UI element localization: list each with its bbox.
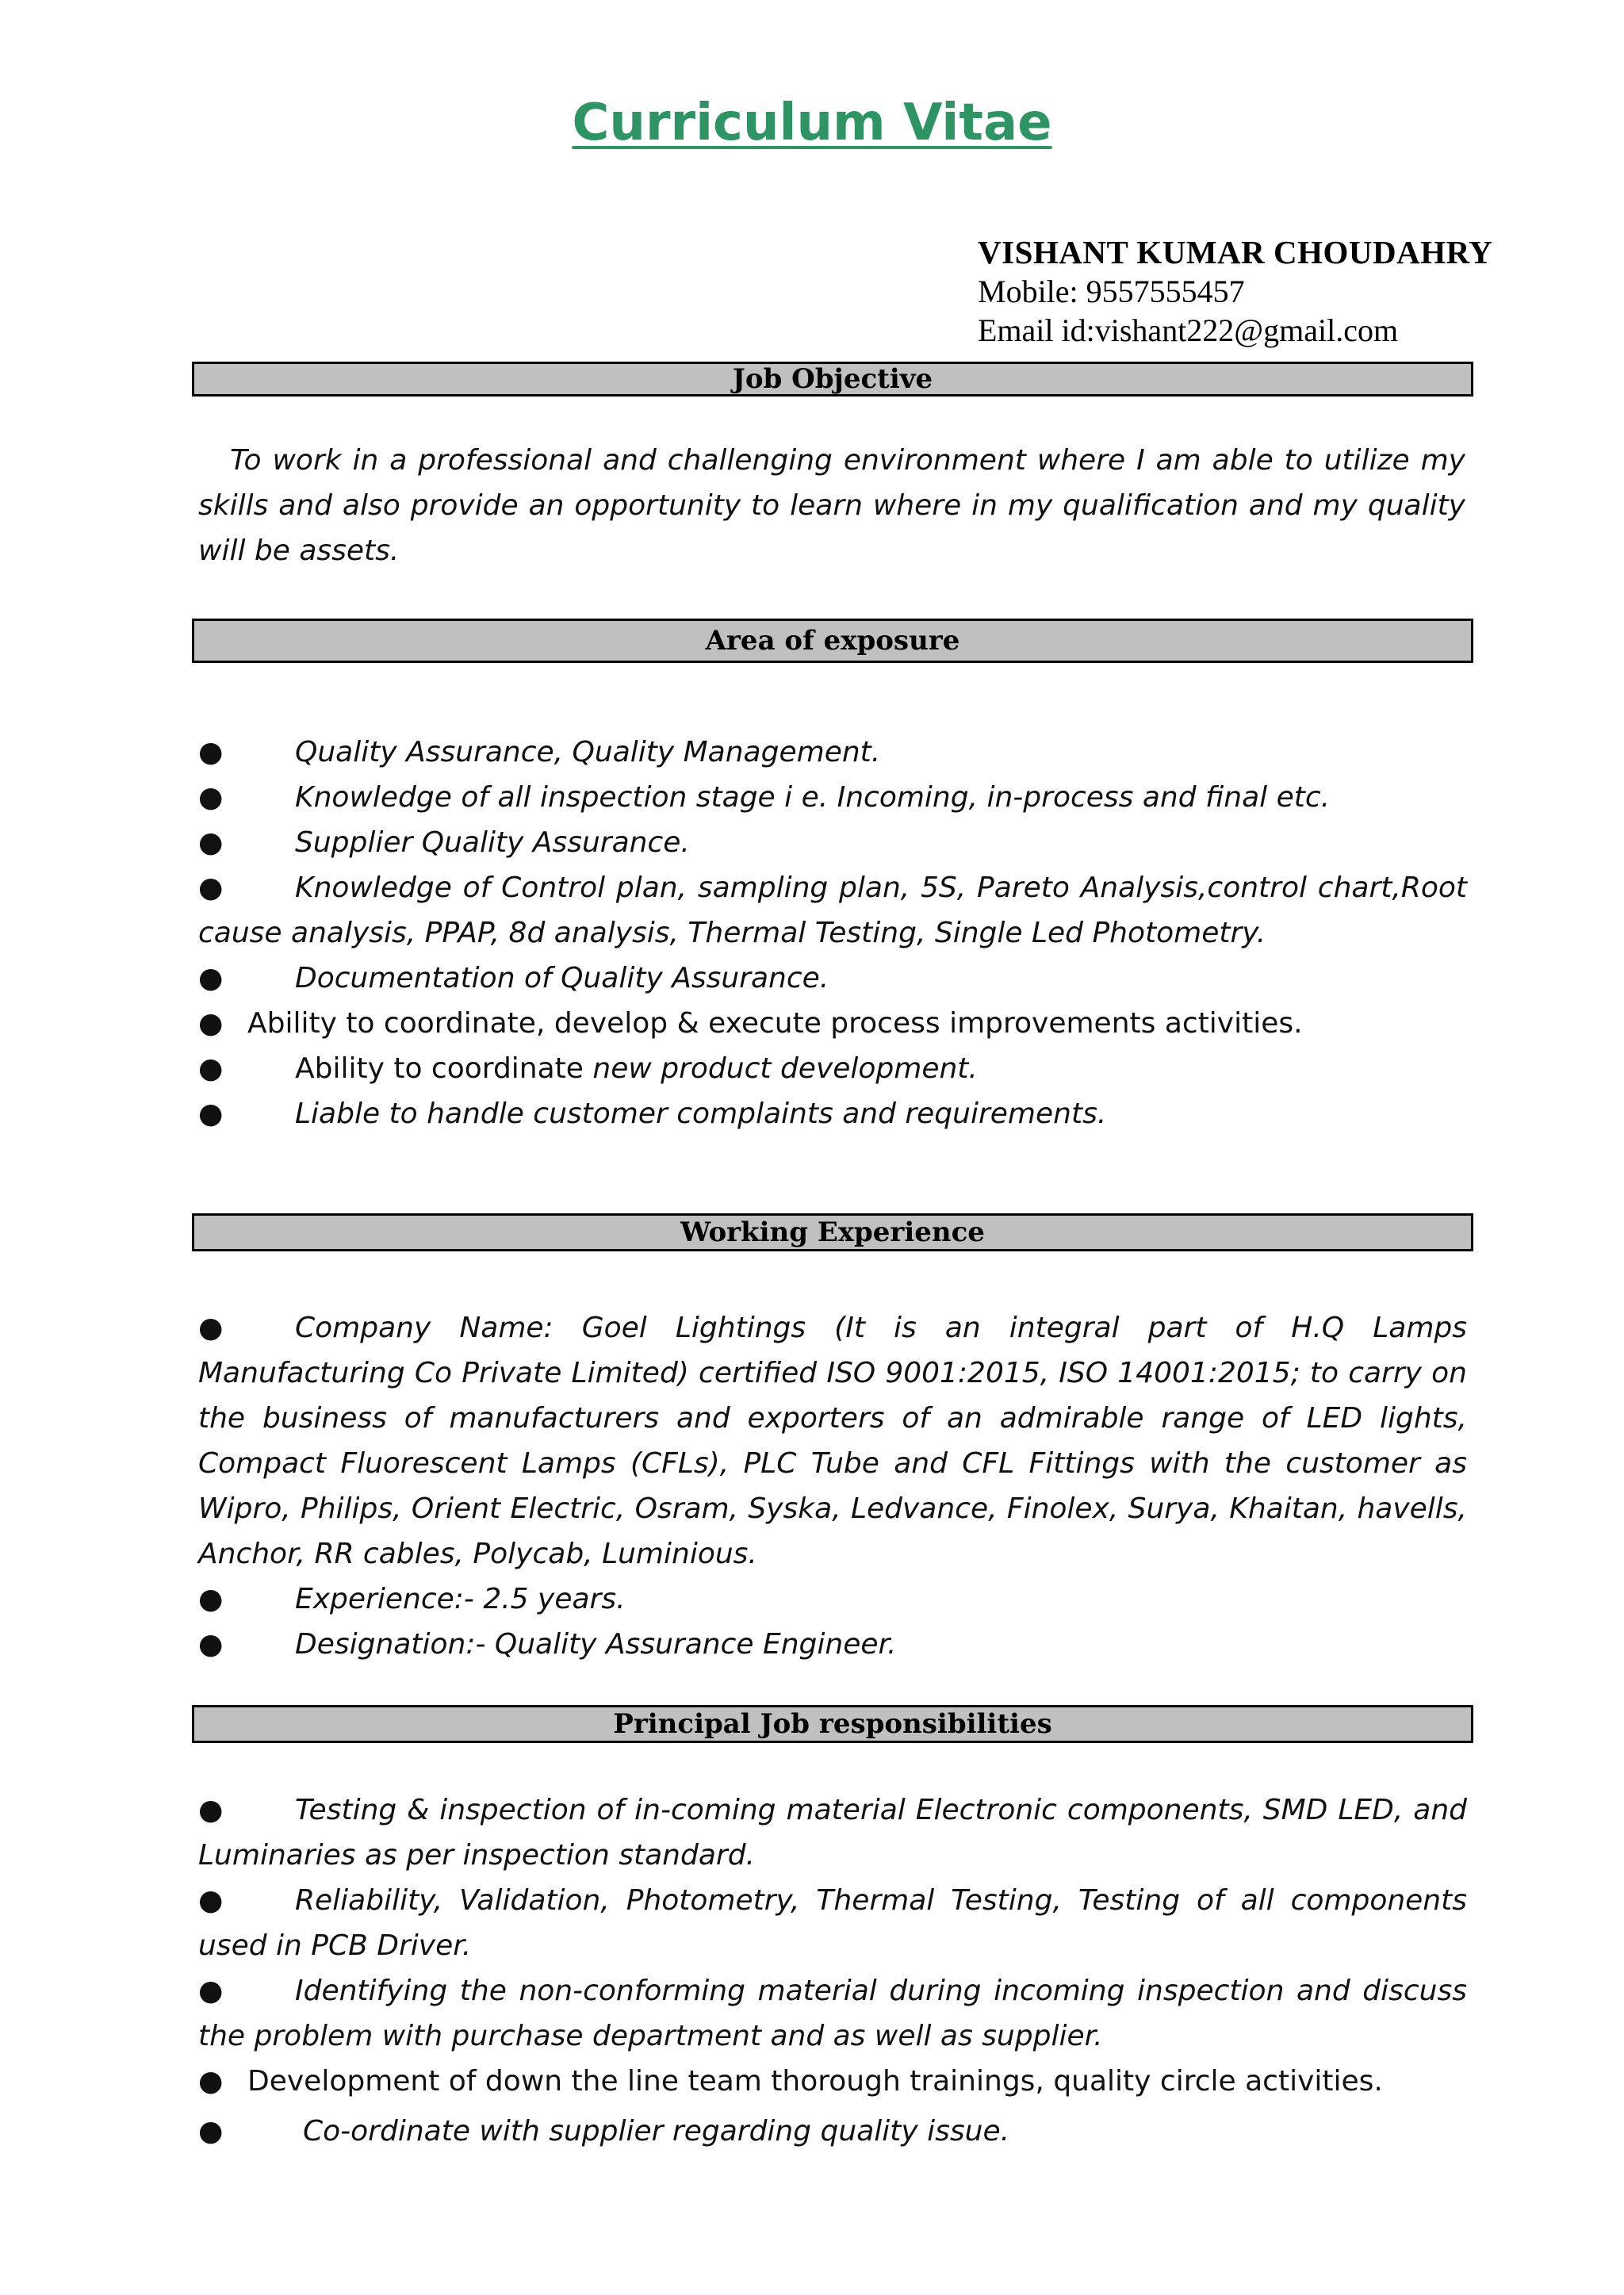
list-item: ● Knowledge of all inspection stage i e. Incoming, in-process and final etc. <box>198 775 1467 820</box>
list-item: ● Identifying the non-conforming material during incoming inspection and discuss the problem with purchase department and as well as supplier. <box>198 1968 1467 2059</box>
email-address: Email id:vishant222@gmail.com <box>978 312 1399 348</box>
list-item: ● Experience:- 2.5 years. <box>198 1577 1467 1622</box>
bullet-icon: ● <box>198 1312 224 1344</box>
list-item: ● Liable to handle customer complaints and requirements. <box>198 1091 1467 1136</box>
bullet-icon: ● <box>198 1583 224 1615</box>
list-item: ● Ability to coordinate, develop & execute process improvements activities. <box>198 1001 1467 1046</box>
contact-block <box>978 233 1492 350</box>
bullet-icon: ● <box>198 2115 224 2147</box>
list-item: ● Testing & inspection of in-coming material Electronic components, SMD LED, and Luminaries as per inspection standard. <box>198 1787 1467 1878</box>
section-heading-principal-responsibilities: Principal Job responsibilities <box>192 1705 1473 1743</box>
bullet-icon: ● <box>198 1975 224 2007</box>
job-objective-text: To work in a professional and challenging environment where I am able to utilize my skills and also provide an opportunity to learn where in my qualification and my quality will be assets. <box>198 444 1465 567</box>
experience-list <box>198 1305 1467 1667</box>
mobile-number: Mobile: 9557555457 <box>978 274 1245 309</box>
list-item: ● Supplier Quality Assurance. <box>198 820 1467 865</box>
bullet-icon: ● <box>198 736 224 768</box>
bullet-icon: ● <box>198 1884 224 1917</box>
bullet-icon: ● <box>198 1628 224 1661</box>
exposure-list <box>198 730 1467 1136</box>
bullet-icon: ● <box>198 781 224 814</box>
list-item: ● Ability to coordinate new product development. <box>198 1046 1467 1091</box>
bullet-icon: ● <box>198 826 224 859</box>
list-item: ● Development of down the line team thorough trainings, quality circle activities. <box>198 2059 1467 2104</box>
bullet-icon: ● <box>198 962 224 994</box>
list-item: ● Co-ordinate with supplier regarding quality issue. <box>198 2109 1467 2154</box>
bullet-icon: ● <box>198 1007 224 1040</box>
bullet-icon: ● <box>198 1098 224 1130</box>
bullet-icon: ● <box>198 1052 224 1085</box>
candidate-name: VISHANT KUMAR CHOUDAHRY <box>978 234 1493 270</box>
bullet-icon: ● <box>198 2065 224 2098</box>
list-item: ● Reliability, Validation, Photometry, Thermal Testing, Testing of all components used in PCB Driver. <box>198 1878 1467 1968</box>
bullet-icon: ● <box>198 872 224 904</box>
bullet-icon: ● <box>198 1794 224 1826</box>
section-heading-job-objective: Job Objective <box>192 362 1473 397</box>
responsibilities-list <box>198 1787 1467 2154</box>
section-heading-area-of-exposure: Area of exposure <box>192 619 1473 663</box>
list-item: ● Designation:- Quality Assurance Engineer. <box>198 1622 1467 1667</box>
list-item: ● Documentation of Quality Assurance. <box>198 956 1467 1001</box>
list-item: ● Company Name: Goel Lightings (It is an integral part of H.Q Lamps Manufacturing Co Private Limited) certified ISO 9001:2015, ISO 14001:2015; to carry on the business of manufacturers and exporters of an admirable range of LED lights, Compact Fluorescent Lamps (CFLs), PLC Tube and CFL Fittings with the customer as Wipro, Philips, Orient Electric, Osram, Syska, Ledvance, Finolex, Surya, Khaitan, havells, Anchor, RR cables, Polycab, Luminious. <box>198 1305 1467 1577</box>
list-item: ● Quality Assurance, Quality Management. <box>198 730 1467 775</box>
list-item: ● Knowledge of Control plan, sampling plan, 5S, Pareto Analysis,control chart,Root cause analysis, PPAP, 8d analysis, Thermal Testing, Single Led Photometry. <box>198 865 1467 956</box>
section-heading-working-experience: Working Experience <box>192 1213 1473 1251</box>
page-title: Curriculum Vitae <box>572 94 1052 152</box>
